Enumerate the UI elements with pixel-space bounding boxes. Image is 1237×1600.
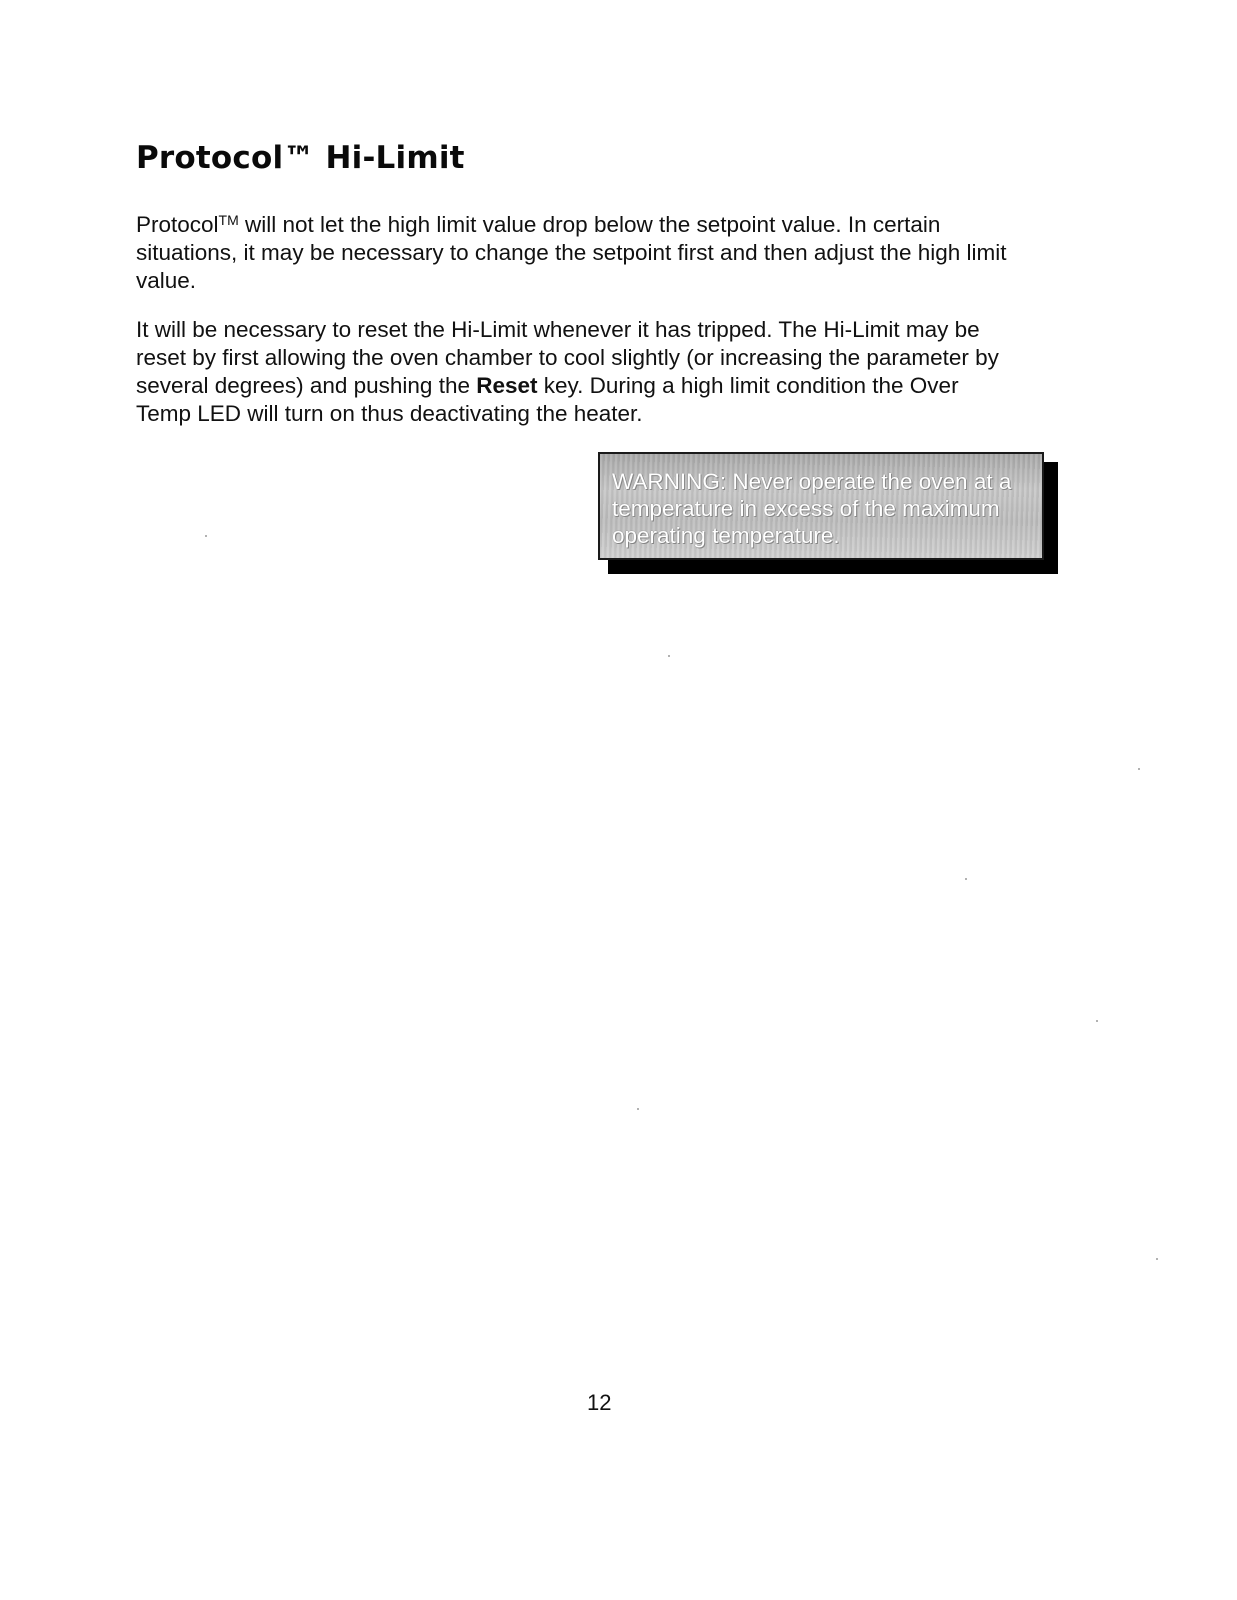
scan-speck [1096,1020,1098,1022]
warning-box [598,452,1044,560]
paragraph-text: several degrees) and pushing the [136,373,477,398]
paragraph-line [136,372,1076,400]
scan-speck [1138,768,1140,770]
protocol-word: Protocol [136,212,219,237]
scan-speck [965,878,967,880]
reset-key-label: Reset [476,373,538,398]
paragraph-text: key. During a high limit condition the Over [537,373,959,398]
paragraph-line: situations, it may be necessary to change the setpoint first and then adjust the high limit [136,240,1007,265]
scan-speck [637,1108,639,1110]
trademark-superscript: TM [218,212,239,228]
paragraph-line: reset by first allowing the oven chamber to cool slightly (or increasing the parameter by [136,345,999,370]
paragraph-line: Temp LED will turn on thus deactivating the heater. [136,401,643,426]
warning-line: temperature in excess of the maximum [612,496,1000,521]
scan-speck [668,655,670,657]
warning-line: WARNING: Never operate the oven at a [612,469,1012,494]
paragraph-text: will not let the high limit value drop below the setpoint value. In certain [238,212,941,237]
scan-speck [205,535,207,537]
warning-line: operating temperature. [612,523,840,548]
scan-speck [1156,1258,1158,1260]
section-heading: Protocol™ Hi-Limit [136,140,465,176]
warning-text [612,468,1011,549]
paragraph-line: It will be necessary to reset the Hi-Limit whenever it has tripped. The Hi-Limit may be [136,317,980,342]
paragraph-line: value. [136,268,197,293]
paragraph-reset-instructions [136,316,1076,428]
paragraph-line [136,206,1076,239]
page-number: 12 [587,1390,612,1415]
paragraph-setpoint-note [136,206,1076,295]
